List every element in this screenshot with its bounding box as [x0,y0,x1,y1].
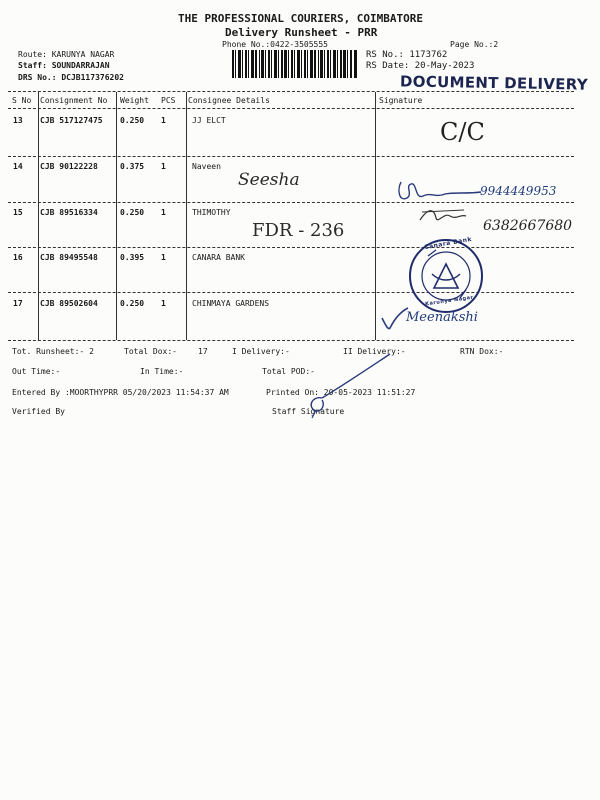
col-divider [186,92,187,340]
total-pod-label: Total POD:- [262,367,315,376]
row-sno: 15 [13,208,23,217]
route-label: Route: KARUNYA NAGAR [18,50,115,59]
handwritten-signature-scribble [395,176,485,210]
company-title: THE PROFESSIONAL COURIERS, COIMBATORE [178,12,424,25]
printed-on: Printed On: 20-05-2023 11:51:27 [266,388,416,397]
rtn-dox-label: RTN Dox:- [460,347,504,356]
handwritten-phone-2: 6382667680 [483,218,573,234]
row-consignee: CANARA BANK [192,253,245,262]
row-pcs: 1 [161,299,166,308]
row-weight: 0.250 [120,116,145,125]
row-consignee: Naveen [192,162,221,171]
row-divider [8,156,574,157]
phone-number: Phone No.:0422-3505555 [222,40,328,49]
staff-signature-stroke [282,350,392,420]
table-bottom-rule [8,340,574,341]
drs-number: DRS No.: DCJB117376202 [18,73,124,82]
col-divider [375,92,376,340]
entered-by: Entered By :MOORTHYPRR 05/20/2023 11:54:37 AM [12,388,229,397]
col-header-consignee: Consignee Details [188,96,270,105]
row-pcs: 1 [161,253,166,262]
handwritten-initial-scribble [418,206,468,226]
row-pcs: 1 [161,116,166,125]
row-consignment: CJB 89502604 [40,299,98,308]
page-number: Page No.:2 [450,40,499,49]
verified-by-label: Verified By [12,407,65,416]
row-sno: 13 [13,116,23,125]
row-weight: 0.250 [120,299,145,308]
staff-label: Staff: SOUNDARRAJAN [18,61,110,70]
row-sno: 14 [13,162,23,171]
handwritten-row17-signature: Meenakshi [406,310,478,325]
row-divider [8,202,574,203]
runsheet-subtitle: Delivery Runsheet - PRR [225,26,378,39]
row-consignment: CJB 89516334 [40,208,98,217]
row-sno: 16 [13,253,23,262]
table-header-rule [8,108,574,109]
row-consignment: CJB 90122228 [40,162,98,171]
col-header-consignment: Consignment No [40,96,108,105]
ii-delivery-label: II Delivery:- [343,347,406,356]
bank-stamp-outer-text: Canara Bank [423,235,473,252]
total-dox-label: Total Dox:- [124,347,177,356]
barcode [232,50,358,78]
staff-signature-label: Staff Signature [272,407,345,416]
row-divider [8,247,574,248]
col-header-pcs: PCS [161,96,176,105]
row-consignment: CJB 517127475 [40,116,103,125]
handwritten-fdr-note: FDR - 236 [252,220,345,241]
row-consignee: JJ ELCT [192,116,226,125]
row-sno: 17 [13,299,23,308]
col-divider [116,92,117,340]
bank-stamp-inner-text: Karunya Nagar [424,294,474,308]
col-header-sno: S No [12,96,32,105]
col-header-signature: Signature [379,96,423,105]
row-consignee: THIMOTHY [192,208,231,217]
handwritten-receiver-name: Seesha [238,170,300,190]
row-weight: 0.250 [120,208,145,217]
col-header-weight: Weight [120,96,149,105]
table-top-rule [8,91,574,92]
rs-date: RS Date: 20-May-2023 [366,61,475,71]
row-weight: 0.375 [120,162,145,171]
row-consignee: CHINMAYA GARDENS [192,299,270,308]
rs-number: RS No.: 1173762 [366,50,448,60]
total-dox-value: 17 [198,347,208,356]
in-time-label: In Time:- [140,367,184,376]
col-divider [38,92,39,340]
row-weight: 0.395 [120,253,145,262]
handwritten-cc-signature: C/C [440,118,485,146]
i-delivery-label: I Delivery:- [232,347,290,356]
out-time-label: Out Time:- [12,367,61,376]
row-pcs: 1 [161,208,166,217]
row-divider [8,292,574,293]
row-pcs: 1 [161,162,166,171]
row-consignment: CJB 89495548 [40,253,98,262]
total-runsheet: Tot. Runsheet:- 2 [12,347,94,356]
handwritten-phone-1: 9944449953 [480,184,557,198]
document-delivery-stamp: DOCUMENT DELIVERY [399,72,589,94]
